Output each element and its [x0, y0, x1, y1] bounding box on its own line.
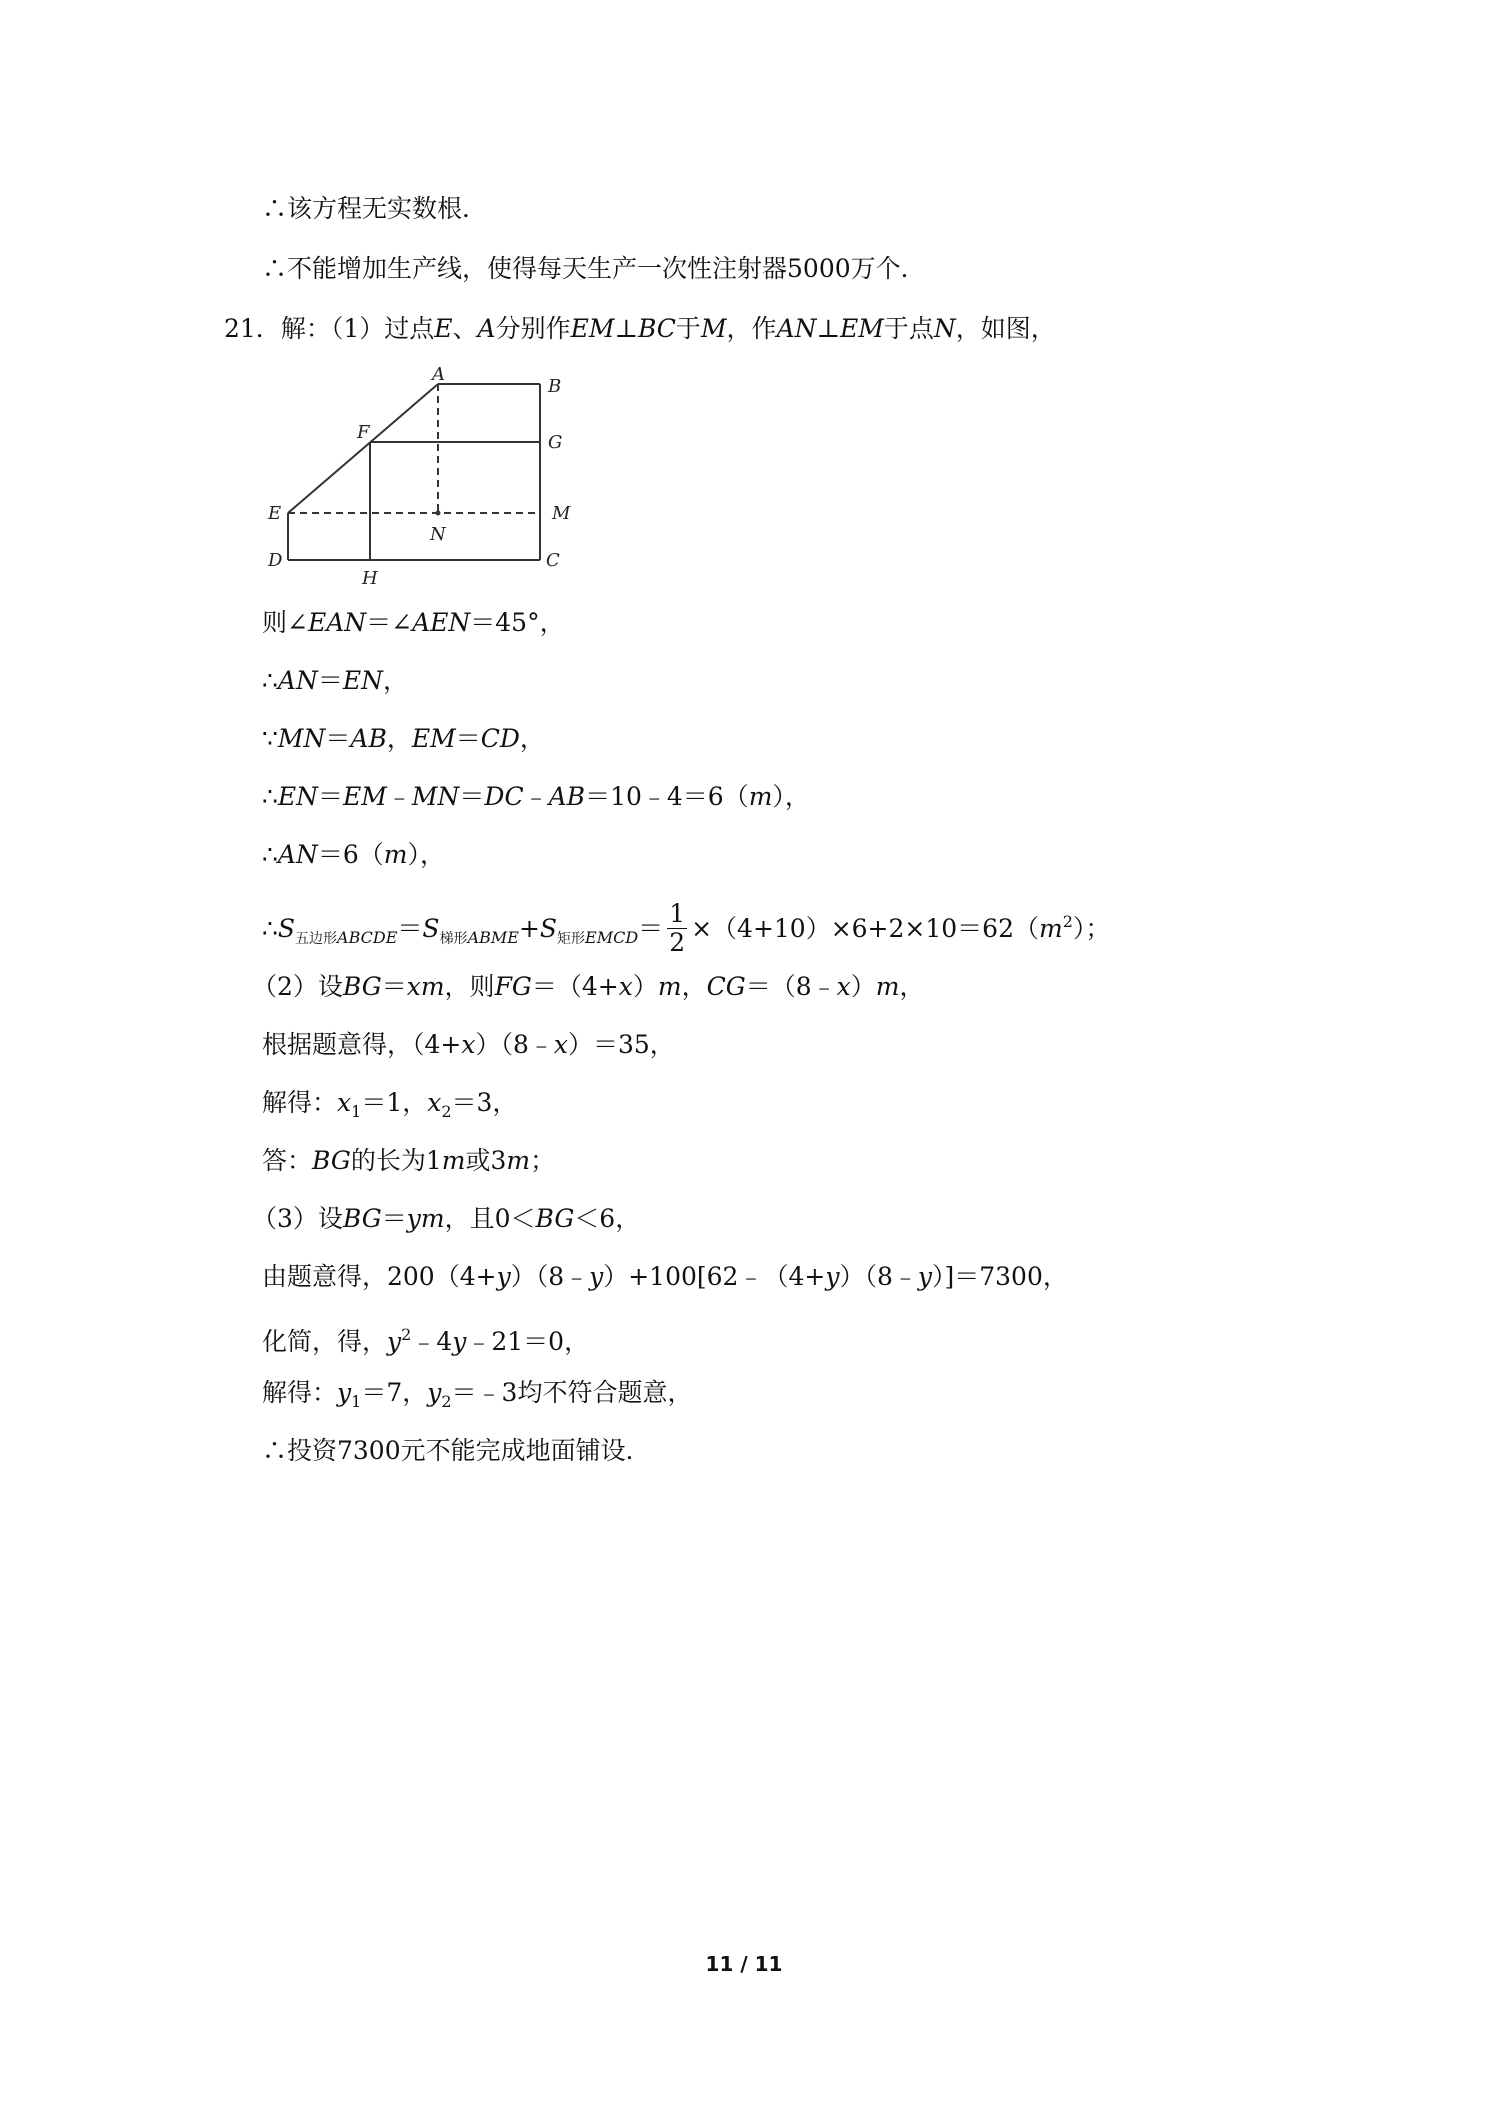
- text: ，则: [444, 972, 495, 1001]
- math: M: [700, 314, 727, 343]
- step-line: [252, 970, 924, 1004]
- text: ＝: [317, 666, 343, 695]
- math: y: [387, 1327, 402, 1356]
- math: A: [477, 314, 496, 343]
- math: m: [748, 782, 773, 811]
- numerator: 1: [669, 899, 686, 928]
- step-line: [262, 606, 565, 640]
- text: ，: [382, 666, 408, 695]
- text: ﹣: [386, 782, 412, 811]
- subscript: 五边形: [295, 931, 338, 947]
- superscript: 2: [1062, 912, 1073, 931]
- math: y: [825, 1262, 840, 1291]
- math: y: [337, 1378, 352, 1407]
- text: ，如图，: [955, 314, 1056, 343]
- text: ，: [899, 972, 925, 1001]
- math: AN: [277, 840, 318, 869]
- question-21-heading: [224, 312, 1056, 346]
- math: EM: [411, 724, 456, 753]
- math: EN: [277, 782, 319, 811]
- math: EM: [840, 314, 884, 343]
- text: ∴: [262, 914, 278, 943]
- text: ）＝35，: [567, 1030, 675, 1059]
- subscript: 1: [351, 1392, 362, 1411]
- math: ym: [406, 1204, 445, 1233]
- subscript: 梯形: [439, 931, 468, 947]
- subscript: 1: [351, 1102, 362, 1121]
- text: ＝10﹣4＝6（: [585, 782, 749, 811]
- text: ＝45°，: [470, 608, 565, 637]
- step-line: [262, 838, 445, 872]
- text: ＝: [381, 1204, 407, 1233]
- text: ）: [850, 972, 876, 1001]
- step-line: [262, 664, 408, 698]
- point-N: [436, 511, 441, 516]
- label-G: G: [548, 432, 563, 453]
- text: 的长为1: [350, 1146, 442, 1175]
- text: 答：: [262, 1146, 313, 1175]
- text: ＜6，: [574, 1204, 641, 1233]
- math: BG: [535, 1204, 575, 1233]
- text: ＝: [638, 914, 664, 943]
- math: CD: [480, 724, 520, 753]
- math: x: [553, 1030, 568, 1059]
- math: EN: [342, 666, 383, 695]
- math: BG: [342, 1204, 382, 1233]
- denominator: 2: [669, 928, 686, 957]
- step-line: [262, 1434, 651, 1468]
- math: m: [506, 1146, 531, 1175]
- text: ＝: [455, 724, 481, 753]
- text: ，: [519, 724, 545, 753]
- math: BG: [342, 972, 382, 1001]
- math: y: [589, 1262, 604, 1291]
- text: ）]＝7300，: [931, 1262, 1068, 1291]
- math: FG: [494, 972, 532, 1001]
- text: ＝: [397, 914, 423, 943]
- text: ＝: [325, 724, 351, 753]
- label-C: C: [546, 550, 560, 571]
- step-line: [262, 1260, 1068, 1294]
- math: AEN: [412, 608, 471, 637]
- text: ；: [530, 1146, 556, 1175]
- step-line: [262, 1144, 555, 1178]
- math: m: [1038, 914, 1063, 943]
- label-F: F: [357, 422, 370, 443]
- step-line: [262, 1376, 692, 1419]
- math: x: [618, 972, 633, 1001]
- subscript: 2: [441, 1102, 452, 1121]
- text: 由题意得，200（4+: [262, 1262, 497, 1291]
- text: （2）设: [252, 972, 343, 1001]
- text: （3）设: [252, 1204, 343, 1233]
- text: ，且0＜: [444, 1204, 536, 1233]
- text: ＝1，: [361, 1088, 428, 1117]
- text: ∴该方程无实数根．: [262, 194, 488, 223]
- math: y: [427, 1378, 442, 1407]
- text-line: [262, 192, 487, 226]
- text: 根据题意得，（4+: [262, 1030, 462, 1059]
- text: 于: [675, 314, 701, 343]
- segment-EA: [288, 384, 438, 513]
- math: m: [875, 972, 900, 1001]
- subscript: 2: [441, 1392, 452, 1411]
- step-line: [262, 780, 810, 814]
- text: ＝（4+: [531, 972, 619, 1001]
- math: EAN: [307, 608, 367, 637]
- text: ），: [407, 840, 445, 869]
- math: AB: [350, 724, 387, 753]
- text: 则∠: [262, 608, 308, 637]
- text: ﹣4: [411, 1327, 453, 1356]
- math: x: [461, 1030, 476, 1059]
- step-line: [262, 1028, 675, 1062]
- text-line: [262, 252, 926, 286]
- math: S: [422, 914, 440, 943]
- step-line: [252, 1202, 640, 1236]
- step-line: [262, 722, 545, 756]
- label-A: A: [432, 366, 445, 385]
- math: S: [539, 914, 558, 943]
- math: x: [337, 1088, 352, 1117]
- text: ），: [772, 782, 810, 811]
- math: S: [277, 914, 296, 943]
- text: ＝: [381, 972, 407, 1001]
- math: x: [836, 972, 851, 1001]
- math: m: [383, 840, 408, 869]
- text: ⊥: [816, 314, 841, 343]
- label-E: E: [268, 503, 282, 524]
- math: EM: [343, 782, 387, 811]
- page-number: 11 / 11: [705, 1952, 783, 1976]
- geometry-figure: [262, 366, 582, 591]
- text: 解得：: [262, 1088, 338, 1117]
- text: ∴不能增加生产线，使得每天生产一次性注射器5000万个．: [262, 254, 926, 283]
- text: 、: [452, 314, 478, 343]
- text: ）+100[62﹣（4+: [603, 1262, 826, 1291]
- math: xm: [406, 972, 445, 1001]
- label-H: H: [362, 568, 378, 589]
- text: ∵: [262, 724, 278, 753]
- text: ，: [681, 972, 707, 1001]
- text: ∴: [262, 666, 278, 695]
- text: ＝（8﹣: [745, 972, 837, 1001]
- label-M: M: [552, 503, 571, 524]
- text: +: [518, 914, 540, 943]
- math: y: [496, 1262, 511, 1291]
- text: ×（4+10）×6+2×10＝62（: [691, 914, 1039, 943]
- text: ﹣: [523, 782, 549, 811]
- text: ＝3，: [451, 1088, 518, 1117]
- text: 解：（1）过点: [280, 314, 435, 343]
- fraction: [667, 900, 687, 957]
- text: ＝﹣3均不符合题意，: [451, 1378, 693, 1407]
- text: 化简，得，: [262, 1327, 388, 1356]
- math: x: [427, 1088, 442, 1117]
- text: ）（8﹣: [475, 1030, 554, 1059]
- math: y: [917, 1262, 932, 1291]
- subscript: ABCDE: [337, 928, 398, 947]
- text: ）（8﹣: [839, 1262, 918, 1291]
- text: ，作: [726, 314, 777, 343]
- text: ＝7，: [361, 1378, 428, 1407]
- step-line: [262, 1086, 517, 1129]
- question-number: 21．: [224, 314, 281, 343]
- text: 于点: [883, 314, 934, 343]
- math: DC: [484, 782, 524, 811]
- text: ＝: [459, 782, 485, 811]
- text: ∴: [262, 782, 278, 811]
- subscript: ABME: [467, 928, 519, 947]
- text: ）: [632, 972, 658, 1001]
- math: N: [933, 314, 956, 343]
- math: BG: [312, 1146, 351, 1175]
- superscript: 2: [401, 1325, 412, 1344]
- math: CG: [706, 972, 746, 1001]
- math: MN: [411, 782, 460, 811]
- math: AN: [776, 314, 817, 343]
- text: ∴: [262, 840, 278, 869]
- text: ＝: [318, 782, 344, 811]
- math: AN: [277, 666, 318, 695]
- area-formula-line: [262, 896, 1110, 965]
- text: ⊥: [614, 314, 638, 343]
- math: y: [452, 1327, 467, 1356]
- text: ＝6（: [317, 840, 384, 869]
- text: ﹣21＝0，: [466, 1327, 590, 1356]
- math: m: [441, 1146, 466, 1175]
- step-line: [262, 1318, 589, 1359]
- math: MN: [277, 724, 326, 753]
- text: ）（8﹣: [510, 1262, 590, 1291]
- subscript: EMCD: [585, 928, 639, 947]
- math: AB: [548, 782, 586, 811]
- label-D: D: [268, 550, 283, 571]
- subscript: 矩形: [557, 931, 586, 947]
- math: E: [434, 314, 453, 343]
- text: 或3: [465, 1146, 507, 1175]
- math: m: [657, 972, 682, 1001]
- text: ＝∠: [366, 608, 413, 637]
- text: 分别作: [495, 314, 571, 343]
- math: EM: [570, 314, 615, 343]
- math: BC: [637, 314, 676, 343]
- label-N: N: [430, 524, 446, 545]
- label-B: B: [548, 376, 562, 397]
- text: 解得：: [262, 1378, 338, 1407]
- text: ，: [386, 724, 412, 753]
- text: ）；: [1072, 914, 1111, 943]
- text: ∴投资7300元不能完成地面铺设．: [262, 1436, 651, 1465]
